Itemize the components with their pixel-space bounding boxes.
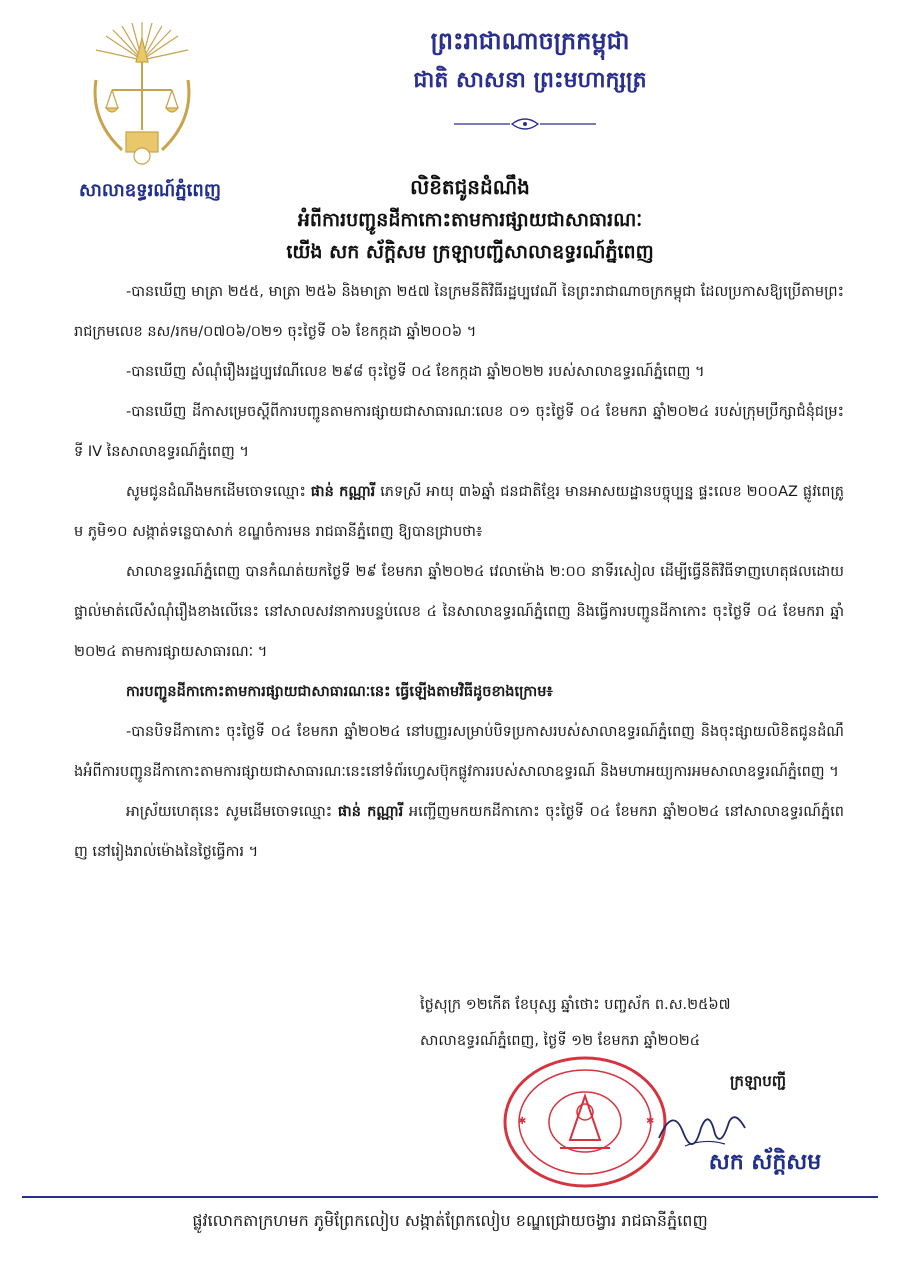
paragraph-7: -បានបិទដីកាកោះ ចុះថ្ងៃទី ០៤ ខែមករា ឆ្នាំ២០២៤ នៅបញ្ញរសម្រាប់បិទប្រកាសរបស់សាលាឧទ្ធរណ៍ភ្នំពេញ និងចុះផ្សាយលិខិតជូនដំណឹងអំពីការបញ្ជូនដីកាកោះតាមការផ្សាយជាសាធារណៈនេះនៅទំព័រហ្វេសប៊ុកផ្លូវការរបស់សាលាឧទ្ធរណ៍ និងមហាអយ្យការអមសាលាឧទ្ធរណ៍ភ្នំពេញ ។: [74, 724, 844, 780]
document-title: លិខិតជូនដំណឹង: [410, 175, 530, 199]
signer-title: ក្រឡាបញ្ជី: [729, 1072, 787, 1090]
official-seal-icon: [500, 1052, 670, 1192]
svg-text:✱: ✱: [518, 1116, 527, 1127]
paragraph-4-lead: សូមជូនដំណឹងមកដើមចោទឈ្មោះ: [126, 484, 311, 500]
paragraph-4-rest: ភេទស្រី អាយុ ៣៦ឆ្នាំ ជនជាតិខ្មែរ មានអាសយដ្ឋានបច្ចុប្បន្ន ផ្ទះលេខ ២០០AZ ផ្លូវពេត្រូម ភូមិ១០ សង្កាត់ទន្លេបាសាក់ ខណ្ឌចំការមន រាជធានីភ្នំពេញ ឱ្យបានជ្រាបថា៖: [74, 484, 844, 540]
solar-date: សាលាឧទ្ធរណ៍ភ្នំពេញ, ថ្ងៃទី ១២ ខែមករា ឆ្នាំ២០២៤: [420, 1033, 701, 1049]
court-name: សាលាឧទ្ធរណ៍ភ្នំពេញ: [79, 180, 221, 201]
signer-name: សក ស័ក្តិសម: [708, 1150, 822, 1175]
paragraph-6: ការបញ្ជូនដីកាកោះតាមការផ្សាយជាសាធារណៈនេះ ធ្វើឡើងតាមវិធីដូចខាងក្រោម៖: [126, 684, 553, 700]
plaintiff-name-2: ផាន់ កណ្ណារី: [337, 804, 404, 820]
paragraph-8-lead: អាស្រ័យហេតុនេះ សូមដើមចោទឈ្មោះ: [126, 804, 338, 820]
paragraph-4: [74, 472, 844, 552]
divider-ornament-icon: [450, 116, 600, 132]
paragraph-8-rest: អញ្ជើញមកយកដីកាកោះ ចុះថ្ងៃទី ០៤ ខែមករា ឆ្នាំ២០២៤ នៅសាលាឧទ្ធរណ៍ភ្នំពេញ នៅរៀងរាល់ម៉ោងនៃថ្ងៃធ្វើការ ។: [74, 804, 844, 860]
plaintiff-name: ផាន់ កណ្ណារី: [310, 484, 376, 500]
paragraph-3: -បានឃើញ ដីកាសម្រេចស្តីពីការបញ្ជូនតាមការផ្សាយជាសាធារណៈលេខ ០១ ចុះថ្ងៃទី ០៤ ខែមករា ឆ្នាំ២០២៤ របស់ក្រុមប្រឹក្សាជំនុំជម្រះទី IV នៃសាលាឧទ្ធរណ៍ភ្នំពេញ ។: [74, 404, 844, 460]
national-motto: ជាតិ សាសនា ព្រះមហាក្សត្រ: [413, 68, 647, 93]
footer-divider: [22, 1196, 878, 1198]
document-body: [74, 272, 844, 872]
court-emblem-icon: [82, 20, 202, 170]
issuer-line: យើង សក ស័ក្តិសម ក្រឡាបញ្ជីសាលាឧទ្ធរណ៍ភ្នំពេញ: [286, 241, 654, 263]
paragraph-5: សាលាឧទ្ធរណ៍ភ្នំពេញ បានកំណត់យកថ្ងៃទី ២៩ ខែមករា ឆ្នាំ២០២៤ វេលាម៉ោង ២:០០ នាទីរសៀល ដើម្បីធ្វើនីតិវិធីទាញហេតុផលដោយផ្ទាល់មាត់លើសំណុំរឿងខាងលើនេះ នៅសាលសវនាការបន្ទប់លេខ ៤ នៃសាលាឧទ្ធរណ៍ភ្នំពេញ និងធ្វើការបញ្ជូនដីកាកោះ ចុះថ្ងៃទី ០៤ ខែមករា ឆ្នាំ២០២៤ តាមការផ្សាយសាធារណៈ ។: [74, 564, 844, 660]
paragraph-2: -បានឃើញ សំណុំរឿងរដ្ឋប្បវេណីលេខ ២៩៨ ចុះថ្ងៃទី ០៤ ខែកក្កដា ឆ្នាំ២០២២ របស់សាលាឧទ្ធរណ៍ភ្នំពេញ ។: [126, 364, 705, 380]
svg-text:✱: ✱: [646, 1116, 655, 1127]
document-subject: អំពីការបញ្ជូនដីកាកោះតាមការផ្សាយជាសាធារណៈ: [297, 209, 643, 231]
lunar-date: ថ្ងៃសុក្រ ១២កើត ខែបុស្ស ឆ្នាំថោះ បញ្ចស័ក ព.ស.២៥៦៧: [420, 997, 731, 1013]
paragraph-8: [74, 792, 844, 872]
paragraph-1: -បានឃើញ មាត្រា ២៥៥, មាត្រា ២៥៦ និងមាត្រា ២៥៧ នៃក្រមនីតិវិធីរដ្ឋប្បវេណី នៃព្រះរាជាណាចក្រកម្ពុជា ដែលប្រកាសឱ្យប្រើតាមព្រះរាជក្រមលេខ នស/រកម/០៧០៦/០២១ ចុះថ្ងៃទី ០៦ ខែកក្កដា ឆ្នាំ២០០៦ ។: [74, 284, 844, 340]
footer-address: ផ្លូវលោកតាក្រហមក ភូមិព្រែកលៀប សង្កាត់ព្រែកលៀប ខណ្ឌជ្រោយចង្វារ រាជធានីភ្នំពេញ: [192, 1211, 708, 1230]
kingdom-heading: ព្រះរាជាណាចក្រកម្ពុជា: [430, 27, 630, 55]
